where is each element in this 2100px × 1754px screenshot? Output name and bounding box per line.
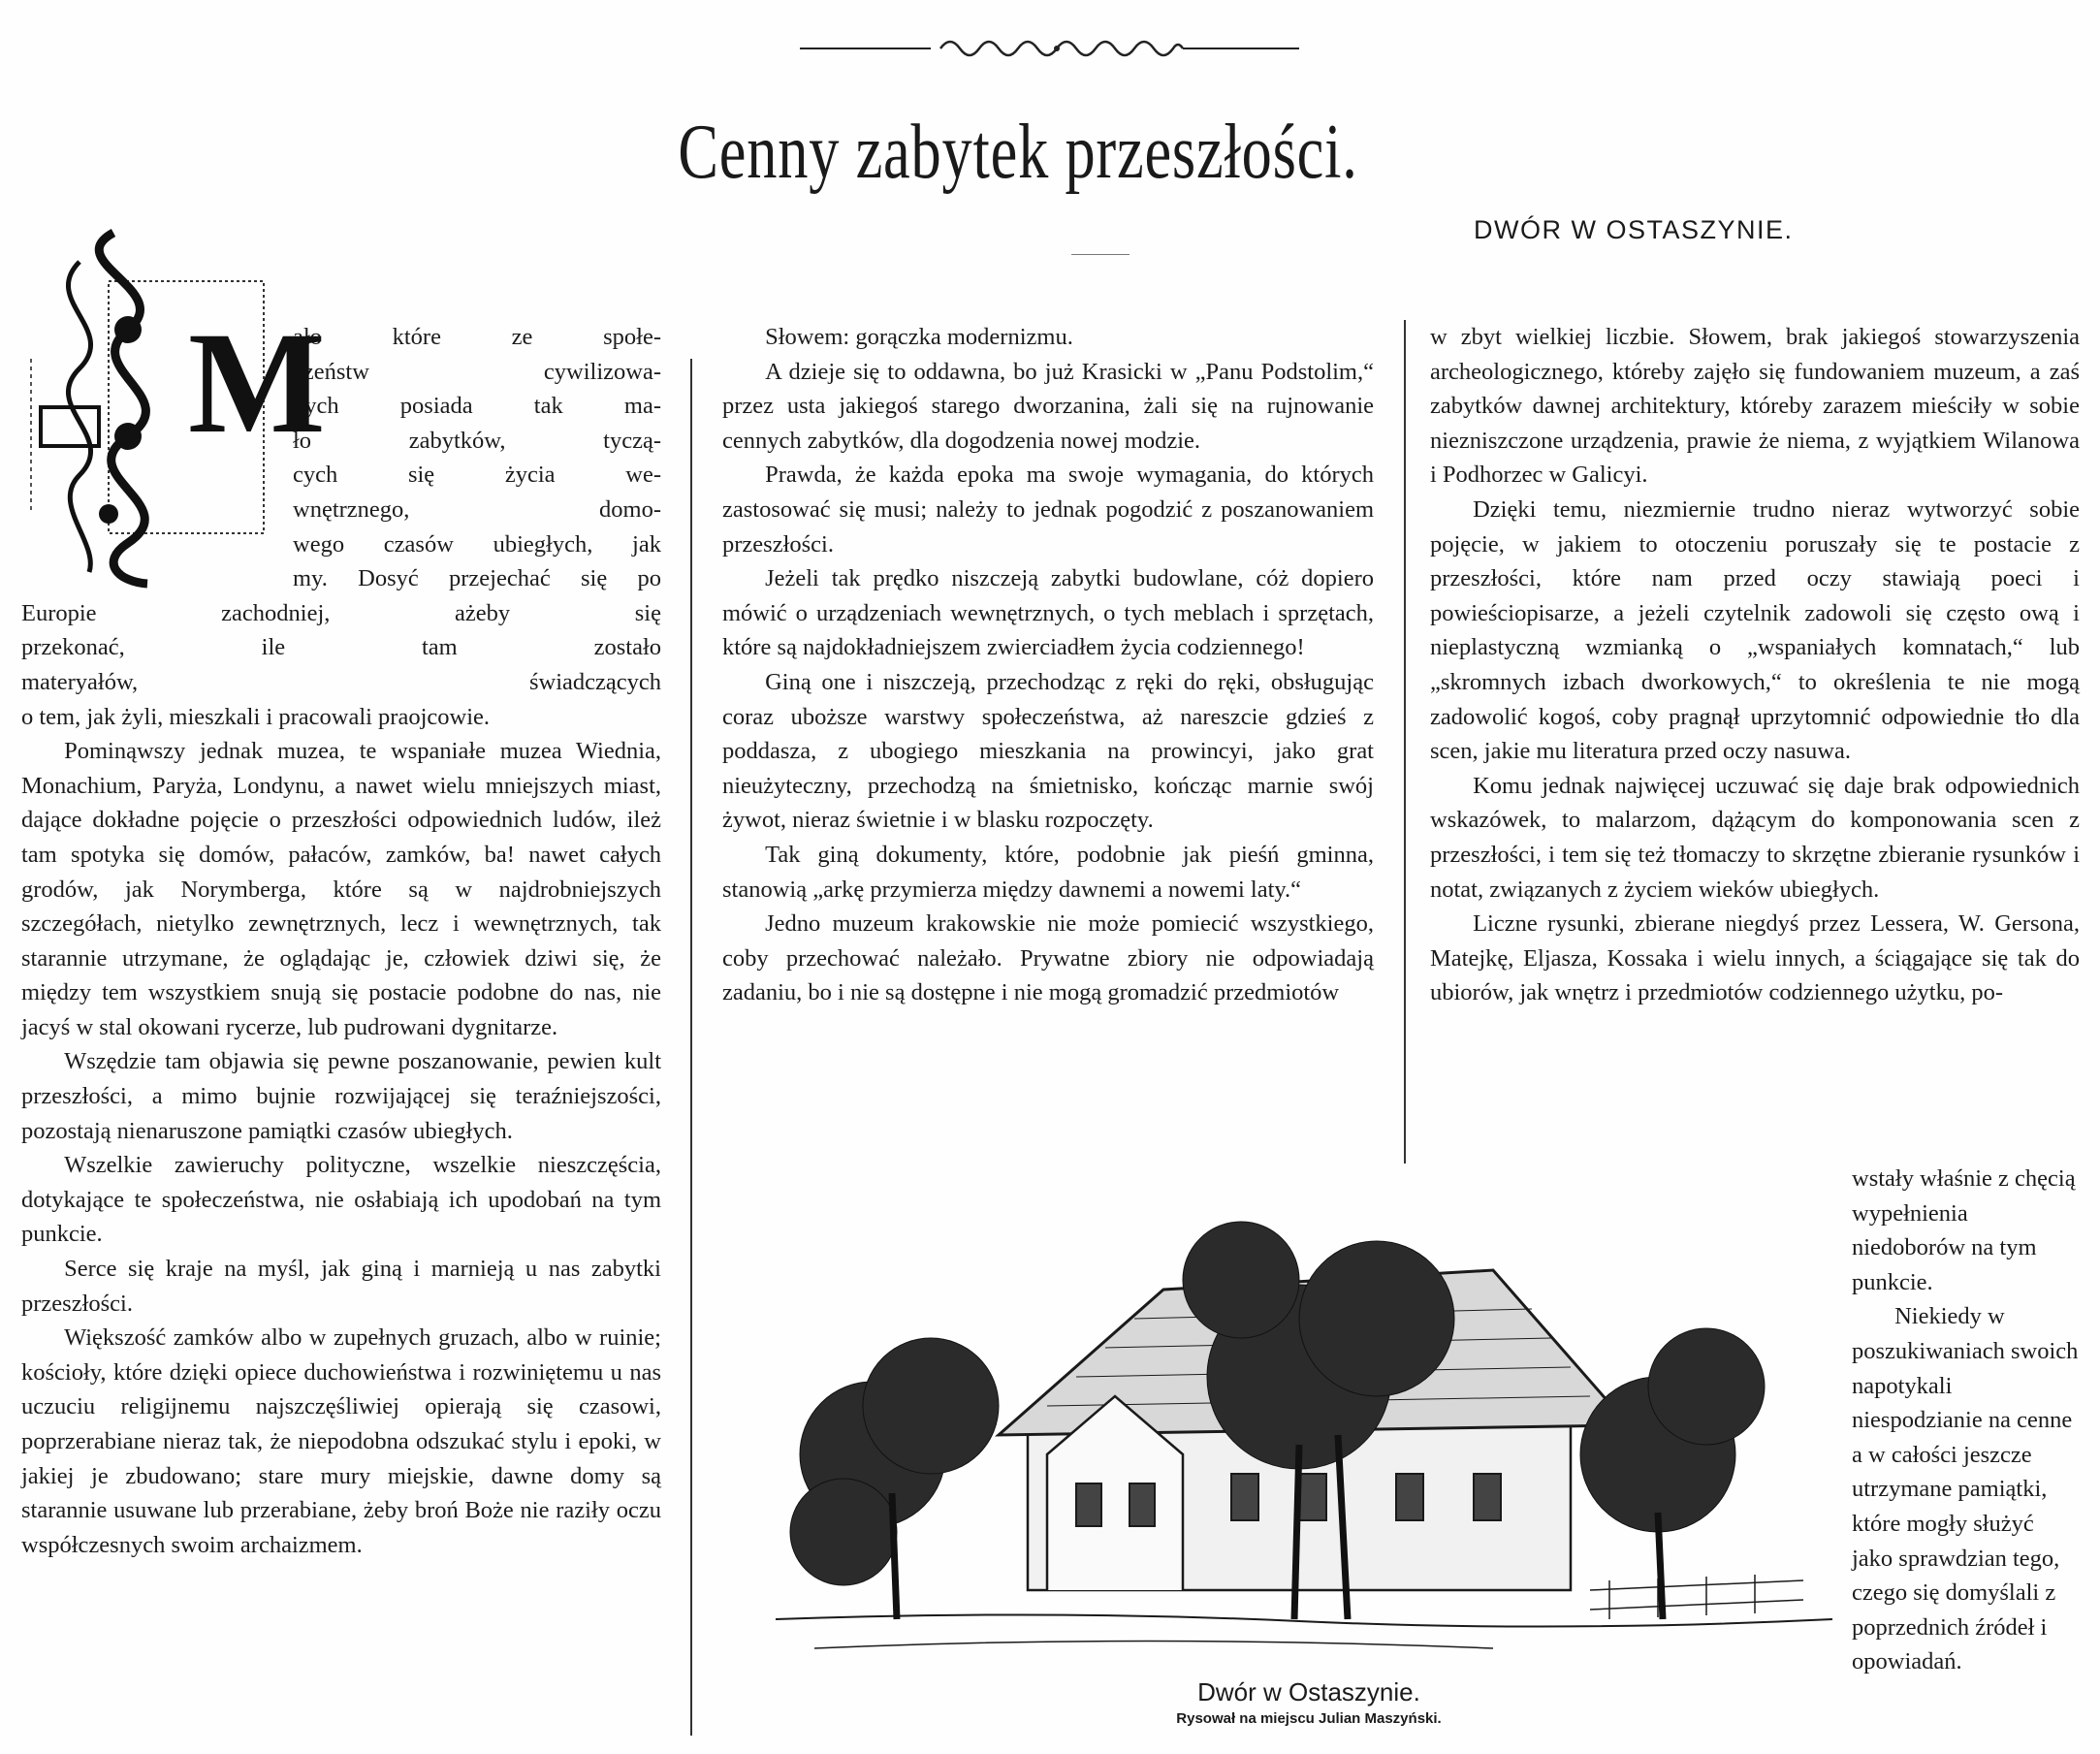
figure-credit: Rysował na miejscu Julian Maszyński. [1176, 1710, 1442, 1727]
lead-line: Europie zachodniej, ażeby się [21, 599, 661, 626]
article-subtitle: DWÓR W OSTASZYNIE. [1474, 215, 1794, 244]
text-column-1 [21, 303, 661, 1562]
paragraph: Wszędzie tam objawia się pewne poszanowanie, pewien kult przeszłości, a mimo bujnie rozwijającej się teraźniejszości, pozostają nienaruszone pamiątki czasów ubiegłych. [21, 1048, 661, 1144]
paragraph: wstały właśnie z chęcią wypełnienia niedoborów na tym punkcie. [1852, 1165, 2076, 1295]
lead-line: wego czasów ubiegłych, jak [293, 530, 661, 558]
lead-line: przekonać, ile tam zostało [21, 634, 661, 661]
paragraph: Dzięki temu, niezmiernie trudno nieraz wytworzyć sobie pojęcie, w jakiem to otoczeniu poruszały się te postacie z przeszłości, które nam przed oczy stawiają poeci i powieściopisarze, a jeżeli czytelnik zadowoli się często ową i nieplastyczną wzmianką o „wspaniałych komnatach,“ lub „skromnych izbach dworkowych,“ to określenia te nie mogą zadowolić kogoś, coby pragnął uprzytomnić odpowiednie tło dla scen, jakie mu literatura przed oczy nasuwa. [1430, 495, 2080, 765]
paragraph: w zbyt wielkiej liczbie. Słowem, brak jakiegoś stowarzyszenia archeologicznego, któreby zajęło się fundowaniem muzeum, a zaś zabytków dawnej architektury, któreby zarazem mieściły w sobie niezniszczone urządzenia, prawie że niema, z wyjątkiem Wilanowa i Podhorzec w Galicyi. [1430, 324, 2080, 489]
lead-tail: o tem, jak żyli, mieszkali i pracowali praojcowie. [21, 703, 491, 730]
paragraph: Wszelkie zawieruchy polityczne, wszelkie nieszczęścia, dotykające te społeczeństwa, nie osłabiają ich upodobań na tym punkcie. [21, 1152, 661, 1248]
page-title: Cenny zabytek przeszłości. [678, 110, 1358, 195]
paragraph: Tak giną dokumenty, które, podobnie jak pieśń gminna, stanowią „arkę przymierza między dawnemi a nowemi laty.“ [722, 841, 1374, 903]
paragraph: Giną one i niszczeją, przechodząc z ręki do ręki, obsługując coraz uboższe warstwy społeczeństwa, aż nareszcie gdzieś z poddasza, z ubogiego mieszkania na prowincyi, jako grat nieużyteczny, przechodzą na śmietnisko, kończąc marnie swój żywot, nieraz świetnie i w blasku rozpoczęty. [722, 668, 1374, 834]
lead-line: ało które ze społe- [293, 324, 661, 350]
title-divider [1071, 254, 1130, 255]
paragraph: Pominąwszy jednak muzea, te wspaniałe muzea Wiednia, Monachium, Paryża, Londynu, a nawet wielu mniejszych miast, dające dokładne pojęcie o przeszłości odpowiednich ludów, ileż tam spotyka się domów, pałaców, zamków, ba! nawet całych grodów, jak Norymberga, które są w najdrobniejszych szczegółach, nietylko zewnętrznych, lecz i wewnętrznych, tak starannie utrzymane, że oglądając je, człowiek dziwi się, że między tem wszystkiem snują się postacie podobne do nas, nie jacyś w stal okowani rycerze, lub pudrowani dygnitarze. [21, 738, 661, 1040]
column-divider [1404, 320, 1406, 1164]
paragraph: A dzieje się to oddawna, bo już Krasicki w „Panu Podstolim,“ przez usta jakiegoś starego dworzanina, żali się na rujnowanie cennych zabytków, dla dogodzenia nowej modzie. [722, 358, 1374, 454]
paragraph: Jeżeli tak prędko niszczeją zabytki budowlane, cóż dopiero mówić o urządzeniach wewnętrznych, o tych meblach i sprzętach, które są najdokładniejszem zwierciadłem życia codziennego! [722, 565, 1374, 661]
lead-line: cych się życia we- [293, 462, 661, 489]
lead-line: materyałów, świadczących [21, 668, 661, 695]
paragraph: Większość zamków albo w zupełnych gruzach, albo w ruinie; kościoły, które dzięki opiece duchowieństwa i rozwiniętemu u nas uczuciu religijnemu najszczęśliwiej opierają się czasowi, poprzerabiane nieraz tak, że niepodobna odszukać stylu i epoki, w jakiej je zbudowano; stare mury miejskie, dawne domy są starannie usuwane lub przerabiane, żeby broń Boże nie raziły oczu współczesnych swoim archaizmem. [21, 1324, 661, 1558]
paragraph: Słowem: gorączka modernizmu. [765, 324, 1073, 350]
paragraph: Prawda, że każda epoka ma swoje wymagania, do których zastosować się musi; należy to jednak pogodzić z poszanowaniem przeszłości. [722, 462, 1374, 558]
manor-house-drawing [756, 1164, 1842, 1668]
lead-line: wnętrznego, domo- [293, 495, 661, 523]
paragraph: Niekiedy w poszukiwaniach swoich napotykali niespodzianie na cenne a w całości jeszcze utrzymane pamiątki, które mogły służyć jako sprawdzian tego, czego się domyślali z poprzednich źródeł i opowiadań. [1852, 1303, 2079, 1675]
column-divider [690, 359, 692, 1736]
dropcap-letter: M [188, 303, 326, 463]
paragraph: Serce się kraje na myśl, jak giną i marnieją u nas zabytki przeszłości. [21, 1256, 661, 1317]
header-ornament-icon [795, 27, 1319, 66]
paragraph: Komu jednak najwięcej uczuwać się daje brak odpowiednich wskazówek, to malarzom, dążącym do komponowania scen z przeszłości, i tem się też tłomaczy to skrzętne zbieranie rysunków i notat, związanych z życiem wieków ubiegłych. [1430, 772, 2080, 903]
lead-line: nych posiada tak ma- [293, 393, 661, 420]
text-column-3 [1430, 320, 2080, 1010]
paragraph: Jedno muzeum krakowskie nie może pomiecić wszystkiego, coby przechować należało. Prywatne zbiory nie odpowiadają zadaniu, bo i nie są dostępne i nie mogą gromadzić przedmiotów [722, 910, 1374, 1006]
paragraph: Liczne rysunki, zbierane niegdyś przez Lessera, W. Gersona, Matejkę, Eljasza, Kossaka i wielu innych, a ściągające się tak do ubiorów, jak wnętrz i przedmiotów codziennego użytku, po- [1430, 910, 2080, 1006]
ornamental-initial [21, 223, 326, 591]
illustration-manor [756, 1164, 1842, 1716]
figure-caption: Dwór w Ostaszynie. [1197, 1677, 1420, 1706]
lead-line: my. Dosyć przejechać się po [293, 565, 661, 592]
lead-line: czeństw cywilizowa- [293, 358, 661, 385]
text-column-3-narrow [1852, 1162, 2080, 1679]
text-column-2 [722, 320, 1374, 1010]
lead-line: ło zabytków, tyczą- [293, 427, 661, 454]
